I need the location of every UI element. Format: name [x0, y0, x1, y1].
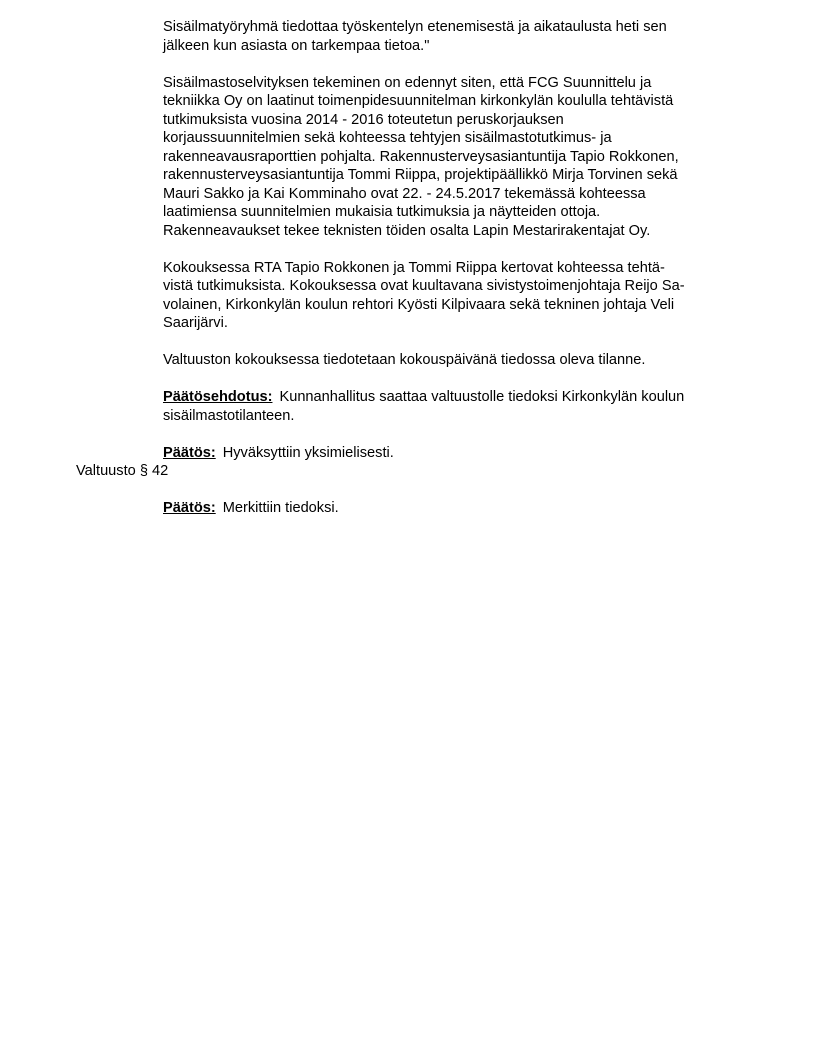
decision-line — [0, 444, 816, 463]
text-line: Sisäilmatyöryhmä tiedottaa työskentelyn etenemisestä ja aikataulusta heti sen — [163, 19, 667, 35]
text-line: Mauri Sakko ja Kai Komminaho ovat 22. - 24.5.2017 tekemässä kohteessa — [163, 185, 646, 202]
text-line: rakennusterveysasiantuntija Tommi Riippa, projektipäällikkö Mirja Torvinen sekä — [163, 167, 678, 183]
decision-text: Hyväksyttiin yksimielisesti. — [222, 444, 394, 461]
text-line: tutkimuksista vuosina 2014 - 2016 toteutetun peruskorjauksen — [163, 111, 564, 128]
proposal-label: Päätösehdotus: — [163, 389, 273, 405]
text-line: rakenneavausraporttien pohjalta. Rakennusterveysasiantuntija Tapio Rokkonen, — [163, 148, 679, 165]
decision-label: Päätös: — [163, 444, 216, 461]
text-line: vistä tutkimuksista. Kokouksessa ovat kuultavana sivistystoimenjohtaja Reijo Sa- — [163, 278, 685, 294]
proposal-text: Kunnanhallitus saattaa valtuustolle tiedoksi Kirkonkylän koulun — [279, 389, 685, 405]
text-line: laatimiensa suunnitelmien mukaisia tutkimuksia ja näytteiden ottoja. — [163, 204, 601, 220]
text-line: Rakenneavaukset tekee teknisten töiden osalta Lapin Mestarirakentajat Oy. — [163, 222, 651, 239]
text-line: volainen, Kirkonkylän koulun rehtori Kyösti Kilpivaara sekä tekninen johtaja Veli — [163, 296, 675, 313]
text-line: Saarijärvi. — [163, 315, 228, 331]
decision-line — [0, 499, 816, 518]
text-line: sisäilmastotilanteen. — [163, 407, 295, 424]
text-line: jälkeen kun asiasta on tarkempaa tietoa." — [163, 37, 430, 54]
text-line: tekniikka Oy on laatinut toimenpidesuunnitelman kirkonkylän koululla tehtävistä — [163, 93, 674, 109]
text-line: Sisäilmastoselvityksen tekeminen on edennyt siten, että FCG Suunnittelu ja — [163, 74, 652, 91]
section-heading: Valtuusto § 42 — [76, 463, 169, 479]
proposal-line — [0, 388, 816, 407]
text-line: korjaussuunnitelmien sekä kohteessa tehtyjen sisäilmastotutkimus- ja — [163, 130, 612, 146]
decision-text: Merkittiin tiedoksi. — [222, 500, 339, 516]
document-page — [0, 18, 816, 518]
text-line: Kokouksessa RTA Tapio Rokkonen ja Tommi Riippa kertovat kohteessa tehtä- — [163, 259, 665, 276]
decision-label: Päätös: — [163, 500, 216, 516]
text-line: Valtuuston kokouksessa tiedotetaan kokouspäivänä tiedossa oleva tilanne. — [163, 352, 646, 368]
